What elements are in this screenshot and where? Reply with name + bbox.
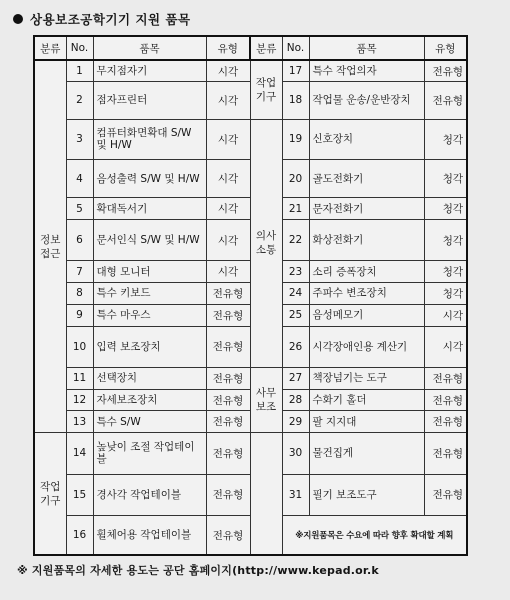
- header-type: 유형: [206, 36, 250, 60]
- item-type: 전유형: [206, 367, 250, 389]
- category-cell: 정보 접근: [34, 60, 66, 433]
- row-number: 2: [66, 82, 93, 119]
- row-number: 7: [66, 261, 93, 283]
- item-type: 전유형: [424, 411, 467, 433]
- row-number: 19: [282, 119, 309, 159]
- item-name: 선택장치: [93, 367, 206, 389]
- item-type: 청각: [424, 261, 467, 283]
- item-type: 시각: [206, 82, 250, 119]
- row-number: 10: [66, 326, 93, 367]
- item-type: 전유형: [424, 82, 467, 119]
- item-name: 입력 보조장치: [93, 326, 206, 367]
- row-number: 17: [282, 60, 309, 82]
- header-item: 품목: [93, 36, 206, 60]
- item-name: 골도전화기: [309, 159, 424, 197]
- item-type: 전유형: [424, 433, 467, 474]
- item-name: 특수 S/W: [93, 411, 206, 433]
- item-type: 시각: [206, 261, 250, 283]
- item-name: 팔 지지대: [309, 411, 424, 433]
- row-number: 13: [66, 411, 93, 433]
- item-name: 책장넘기는 도구: [309, 367, 424, 389]
- item-type: 청각: [424, 159, 467, 197]
- row-number: 16: [66, 516, 93, 555]
- row-number: 23: [282, 261, 309, 283]
- item-type: 청각: [424, 198, 467, 220]
- item-name: 작업물 운송/운반장치: [309, 82, 424, 119]
- item-name: 음성출력 S/W 및 H/W: [93, 159, 206, 197]
- category-cell: 작업 기구: [34, 433, 66, 555]
- item-name: 물건집게: [309, 433, 424, 474]
- item-name: 확대독서기: [93, 198, 206, 220]
- item-type: 시각: [206, 119, 250, 159]
- row-number: 26: [282, 326, 309, 367]
- category-cell: 사무 보조: [250, 367, 282, 432]
- item-name: 특수 마우스: [93, 304, 206, 326]
- row-number: 27: [282, 367, 309, 389]
- item-type: 전유형: [206, 474, 250, 515]
- item-name: 높낮이 조절 작업테이블: [93, 433, 206, 474]
- header-category: 분류: [34, 36, 66, 60]
- row-number: 28: [282, 389, 309, 411]
- table-row: [34, 60, 467, 82]
- row-number: 18: [282, 82, 309, 119]
- row-number: 4: [66, 159, 93, 197]
- category-cell: 의사 소통: [250, 119, 282, 367]
- title-text: 상용보조공학기기 지원 품목: [30, 12, 191, 27]
- item-type: 시각: [424, 326, 467, 367]
- item-name: 컴퓨터화면확대 S/W 및 H/W: [93, 119, 206, 159]
- item-name: 자세보조장치: [93, 389, 206, 411]
- item-type: 시각: [206, 60, 250, 82]
- item-type: 전유형: [424, 389, 467, 411]
- item-name: 주파수 변조장치: [309, 283, 424, 305]
- item-name: 점자프린터: [93, 82, 206, 119]
- row-number: 14: [66, 433, 93, 474]
- item-type: 시각: [206, 159, 250, 197]
- row-number: 9: [66, 304, 93, 326]
- item-type: 전유형: [206, 516, 250, 555]
- table-row: [34, 119, 467, 159]
- item-name: 경사각 작업테이블: [93, 474, 206, 515]
- header-category: 분류: [250, 36, 282, 60]
- item-type: 시각: [424, 304, 467, 326]
- header-type: 유형: [424, 36, 467, 60]
- row-number: 3: [66, 119, 93, 159]
- table-row: [34, 367, 467, 389]
- item-name: 수화기 홀더: [309, 389, 424, 411]
- item-type: 전유형: [206, 389, 250, 411]
- row-number: 8: [66, 283, 93, 305]
- row-number: 24: [282, 283, 309, 305]
- item-name: 특수 키보드: [93, 283, 206, 305]
- row-number: 6: [66, 219, 93, 260]
- row-number: 29: [282, 411, 309, 433]
- row-number: 5: [66, 198, 93, 220]
- item-name: 특수 작업의자: [309, 60, 424, 82]
- item-name: 소리 증폭장치: [309, 261, 424, 283]
- category-cell: 작업 기구: [250, 60, 282, 119]
- item-type: 전유형: [424, 367, 467, 389]
- expansion-note: ※지원품목은 수요에 따라 향후 확대할 계획: [282, 516, 467, 555]
- item-type: 전유형: [206, 283, 250, 305]
- footer-note: ※ 지원품목의 자세한 용도는 공단 홈페이지(http://www.kepad.or.k: [17, 564, 379, 577]
- row-number: 12: [66, 389, 93, 411]
- support-items-table: [33, 35, 468, 556]
- item-type: 전유형: [206, 433, 250, 474]
- row-number: 25: [282, 304, 309, 326]
- item-name: 휠체어용 작업테이블: [93, 516, 206, 555]
- item-type: 청각: [424, 119, 467, 159]
- row-number: 31: [282, 474, 309, 515]
- item-type: 전유형: [206, 326, 250, 367]
- item-name: 시각장애인용 계산기: [309, 326, 424, 367]
- category-cell-empty: [250, 433, 282, 555]
- item-name: 무지점자기: [93, 60, 206, 82]
- table-row: [34, 433, 467, 474]
- item-type: 시각: [206, 219, 250, 260]
- item-type: 전유형: [206, 304, 250, 326]
- header-no: No.: [282, 36, 309, 60]
- row-number: 30: [282, 433, 309, 474]
- header-no: No.: [66, 36, 93, 60]
- table-header-row: [34, 36, 467, 60]
- bullet-icon: [13, 14, 23, 24]
- item-type: 시각: [206, 198, 250, 220]
- row-number: 15: [66, 474, 93, 515]
- row-number: 22: [282, 219, 309, 260]
- item-name: 대형 모니터: [93, 261, 206, 283]
- header-item: 품목: [309, 36, 424, 60]
- item-name: 음성메모기: [309, 304, 424, 326]
- item-name: 화상전화기: [309, 219, 424, 260]
- item-type: 청각: [424, 283, 467, 305]
- item-name: 문자전화기: [309, 198, 424, 220]
- document-title: [13, 10, 191, 28]
- row-number: 11: [66, 367, 93, 389]
- row-number: 20: [282, 159, 309, 197]
- item-name: 문서인식 S/W 및 H/W: [93, 219, 206, 260]
- item-type: 전유형: [424, 474, 467, 515]
- item-type: 전유형: [206, 411, 250, 433]
- item-type: 청각: [424, 219, 467, 260]
- item-name: 신호장치: [309, 119, 424, 159]
- item-type: 전유형: [424, 60, 467, 82]
- row-number: 21: [282, 198, 309, 220]
- row-number: 1: [66, 60, 93, 82]
- item-name: 필기 보조도구: [309, 474, 424, 515]
